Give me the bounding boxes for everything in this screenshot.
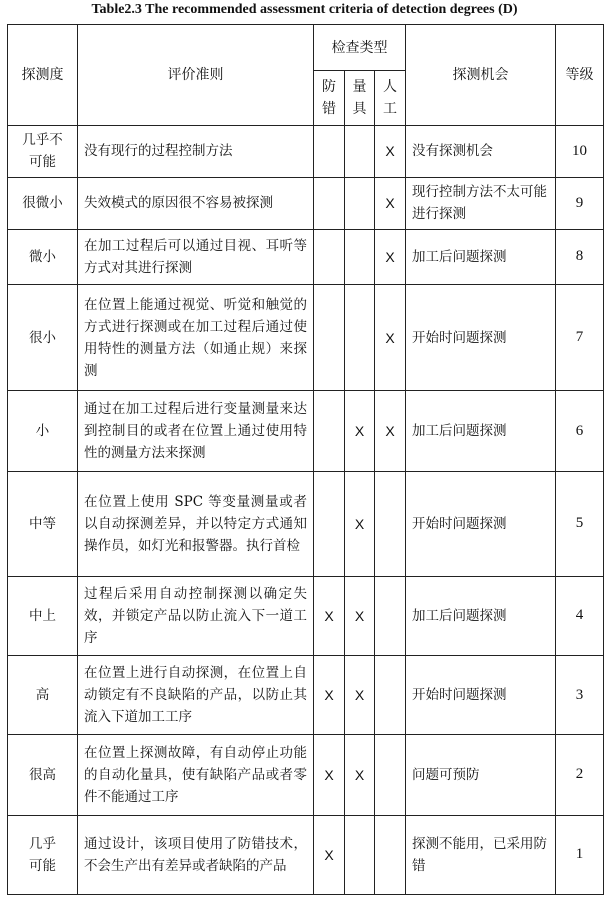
opportunity-cell [406, 815, 556, 894]
degree-cell [8, 284, 78, 391]
table-row [8, 471, 604, 576]
manual-cell [375, 229, 406, 284]
gauge-cell [345, 391, 375, 471]
rank-text: 2 [575, 766, 584, 783]
opportunity-cell [406, 229, 556, 284]
opportunity-text: 加工后问题探测 [412, 248, 507, 265]
header-degree: 探测度 [8, 25, 78, 126]
criteria-cell [78, 229, 314, 284]
manual-cell [375, 391, 406, 471]
error-proof-text: X [324, 687, 334, 704]
error-proof-cell [314, 177, 345, 229]
opportunity-cell [406, 177, 556, 229]
criteria-text: 在位置上能通过视觉、听觉和触觉的方式进行探测或在加工过程后通过使用特性的测量方法（如通止规）来探测 [84, 296, 307, 379]
manual-cell [375, 177, 406, 229]
header-error-proof: 防 错 [314, 71, 345, 126]
degree-text: 很微小 [22, 195, 63, 212]
error-proof-cell [314, 229, 345, 284]
rank-cell [556, 655, 604, 734]
opportunity-cell [406, 471, 556, 576]
rank-text: 4 [575, 607, 584, 624]
manual-text: X [385, 423, 395, 440]
manual-text: X [385, 195, 395, 212]
table-row [8, 126, 604, 178]
table-row [8, 391, 604, 471]
table-row [8, 284, 604, 391]
degree-cell [8, 229, 78, 284]
criteria-text: 在位置上探测故障，有自动停止功能的自动化量具，使有缺陷产品或者零件不能通过工序 [84, 744, 307, 805]
table-row [8, 735, 604, 815]
rank-text: 8 [575, 248, 584, 265]
error-proof-cell [314, 655, 345, 734]
opportunity-text: 问题可预防 [412, 766, 480, 783]
degree-cell [8, 655, 78, 734]
rank-cell [556, 177, 604, 229]
criteria-cell [78, 391, 314, 471]
criteria-text: 没有现行的过程控制方法 [84, 143, 233, 160]
gauge-text: X [354, 687, 365, 704]
degree-text: 中上 [29, 607, 56, 624]
criteria-cell [78, 815, 314, 894]
rank-text: 1 [575, 846, 584, 863]
table-row [8, 576, 604, 655]
manual-cell [375, 284, 406, 391]
degree-text: 小 [35, 423, 50, 440]
opportunity-text: 没有探测机会 [412, 143, 493, 160]
opportunity-cell [406, 391, 556, 471]
rank-text: 6 [575, 422, 584, 439]
criteria-cell [78, 576, 314, 655]
manual-cell [375, 655, 406, 734]
gauge-cell [345, 284, 375, 391]
criteria-cell [78, 126, 314, 178]
opportunity-cell [406, 576, 556, 655]
rank-text: 7 [575, 329, 584, 346]
criteria-text: 通过在加工过程后进行变量测量来达到控制目的或者在位置上通过使用特性的测量方法来探测 [84, 401, 307, 462]
error-proof-text: X [324, 846, 334, 863]
header-criteria: 评价准则 [78, 25, 314, 126]
header-gauge: 量 具 [345, 71, 375, 126]
error-proof-cell [314, 391, 345, 471]
opportunity-cell [406, 284, 556, 391]
error-proof-cell [314, 576, 345, 655]
manual-cell [375, 471, 406, 576]
manual-cell [375, 126, 406, 178]
rank-text: 10 [572, 142, 587, 159]
rank-text: 5 [575, 515, 584, 532]
gauge-cell [345, 471, 375, 576]
criteria-cell [78, 177, 314, 229]
rank-cell [556, 735, 604, 815]
criteria-cell [78, 471, 314, 576]
degree-text: 很小 [29, 329, 56, 346]
rank-cell [556, 471, 604, 576]
manual-text: X [385, 248, 395, 265]
table-row [8, 177, 604, 229]
degree-cell [8, 815, 78, 894]
manual-cell [375, 735, 406, 815]
error-proof-cell [314, 815, 345, 894]
header-opportunity: 探测机会 [406, 25, 556, 126]
header-rank: 等级 [556, 25, 604, 126]
degree-cell [8, 177, 78, 229]
opportunity-text: 探测不能用，已采用防错 [412, 835, 547, 874]
gauge-text: X [354, 515, 365, 532]
degree-cell [8, 391, 78, 471]
rank-cell [556, 815, 604, 894]
opportunity-cell [406, 126, 556, 178]
gauge-cell [345, 126, 375, 178]
degree-cell [8, 471, 78, 576]
error-proof-cell [314, 284, 345, 391]
manual-text: X [385, 143, 395, 160]
gauge-cell [345, 576, 375, 655]
degree-cell [8, 126, 78, 178]
criteria-cell [78, 735, 314, 815]
detection-criteria-table [7, 24, 604, 895]
manual-cell [375, 576, 406, 655]
degree-text: 几乎 可能 [29, 835, 56, 874]
criteria-cell [78, 284, 314, 391]
opportunity-cell [406, 655, 556, 734]
degree-text: 中等 [29, 515, 56, 532]
criteria-text: 通过设计，该项目使用了防错技术，不会生产出有差异或者缺陷的产品 [84, 835, 307, 874]
criteria-text: 失效模式的原因很不容易被探测 [84, 195, 273, 212]
degree-text: 高 [35, 687, 50, 704]
header-check-type: 检查类型 [314, 25, 406, 71]
gauge-text: X [354, 766, 365, 783]
gauge-cell [345, 229, 375, 284]
gauge-text: X [354, 607, 365, 624]
rank-cell [556, 576, 604, 655]
opportunity-text: 开始时问题探测 [412, 515, 507, 532]
degree-text: 微小 [29, 248, 56, 265]
opportunity-text: 现行控制方法不太可能进行探测 [412, 184, 547, 223]
gauge-text: X [354, 423, 365, 440]
opportunity-text: 加工后问题探测 [412, 607, 507, 624]
error-proof-cell [314, 126, 345, 178]
opportunity-text: 开始时问题探测 [412, 687, 507, 704]
table-row [8, 229, 604, 284]
manual-text: X [385, 329, 395, 346]
manual-cell [375, 815, 406, 894]
criteria-text: 在位置上进行自动探测，在位置上自动锁定有不良缺陷的产品，以防止其流入下道加工工序 [84, 665, 307, 726]
rank-cell [556, 126, 604, 178]
rank-cell [556, 229, 604, 284]
table-caption: Table2.3 The recommended assessment criteria of detection degrees (D) [91, 2, 518, 17]
error-proof-cell [314, 471, 345, 576]
rank-cell [556, 391, 604, 471]
degree-cell [8, 576, 78, 655]
gauge-cell [345, 655, 375, 734]
opportunity-text: 加工后问题探测 [412, 423, 507, 440]
criteria-text: 在位置上使用 SPC 等变量测量或者以自动探测差异，并以特定方式通知操作员，如灯光和报警器。执行首检 [84, 493, 307, 554]
table-row [8, 815, 604, 894]
degree-text: 几乎不 可能 [22, 132, 63, 171]
header-manual: 人 工 [375, 71, 406, 126]
gauge-cell [345, 815, 375, 894]
error-proof-text: X [324, 766, 334, 783]
rank-text: 3 [575, 686, 584, 703]
degree-text: 很高 [29, 766, 56, 783]
rank-text: 9 [575, 194, 584, 211]
criteria-text: 在加工过程后可以通过目视、耳听等方式对其进行探测 [84, 237, 307, 276]
opportunity-cell [406, 735, 556, 815]
error-proof-cell [314, 735, 345, 815]
degree-cell [8, 735, 78, 815]
table-row [8, 655, 604, 734]
rank-cell [556, 284, 604, 391]
gauge-cell [345, 177, 375, 229]
error-proof-text: X [324, 607, 334, 624]
opportunity-text: 开始时问题探测 [412, 329, 507, 346]
criteria-text: 过程后采用自动控制探测以确定失效，并锁定产品以防止流入下一道工序 [84, 585, 307, 646]
criteria-cell [78, 655, 314, 734]
gauge-cell [345, 735, 375, 815]
